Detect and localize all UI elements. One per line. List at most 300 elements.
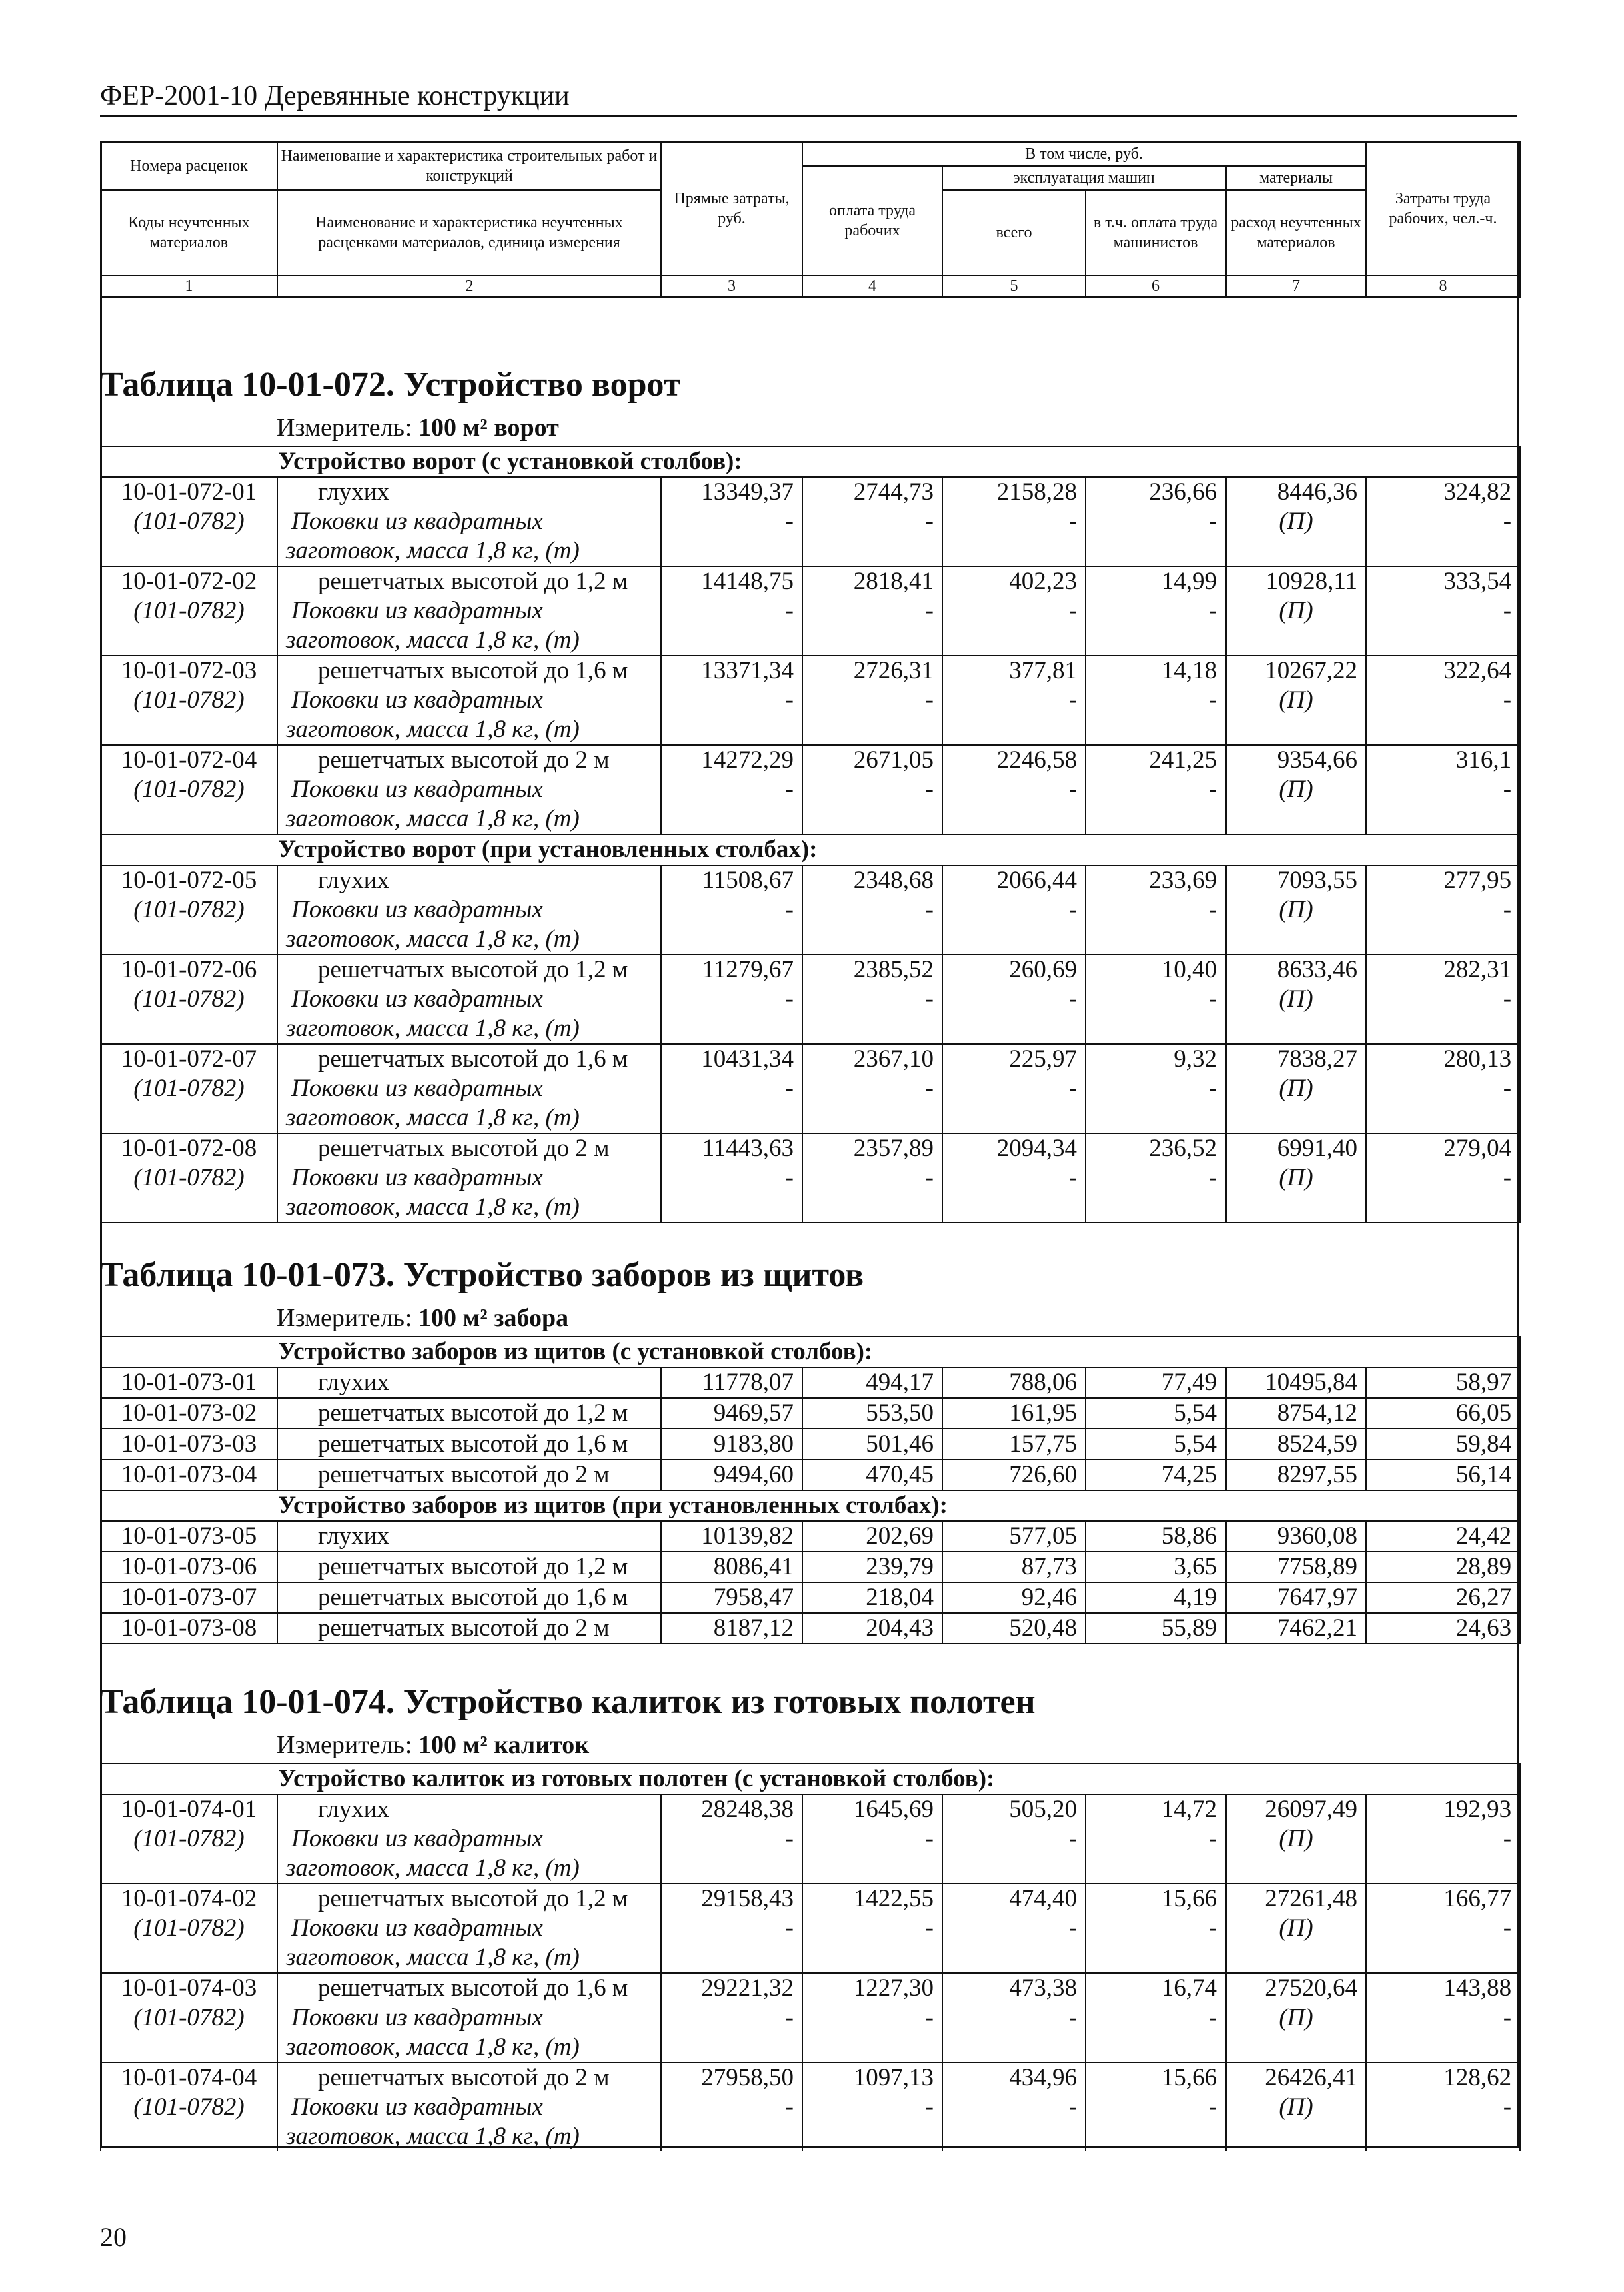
empty-cell (802, 2033, 942, 2063)
empty-cell (942, 1943, 1086, 1973)
value-cell: 8297,55 (1226, 1460, 1366, 1490)
work-name: решетчатых высотой до 1,6 м (277, 1429, 661, 1460)
material-value-cell: - (661, 1824, 802, 1854)
material-value-cell: - (1086, 2003, 1226, 2033)
value-cell: 553,50 (802, 1398, 942, 1429)
empty-cell (1086, 715, 1226, 745)
material-code: (101-0782) (101, 985, 277, 1014)
empty-cell (1226, 1103, 1366, 1133)
material-name-continued: заготовок, масса 1,8 кг, (т) (277, 2122, 661, 2151)
page-number: 20 (100, 2222, 127, 2252)
subsection-title: Устройство заборов из щитов (с установкой столбов): (101, 1337, 1520, 1367)
col-4-header: оплата труда рабочих (802, 166, 942, 275)
value-cell: 202,69 (802, 1521, 942, 1552)
value-cell: 2357,89 (802, 1133, 942, 1163)
value-cell: 7462,21 (1226, 1613, 1366, 1644)
value-cell: 7838,27 (1226, 1044, 1366, 1074)
material-row (101, 2003, 1520, 2033)
value-cell: 473,38 (942, 1973, 1086, 2003)
material-value-cell: - (661, 895, 802, 925)
value-cell: 7958,47 (661, 1582, 802, 1613)
value-cell: 10267,22 (1226, 656, 1366, 686)
col-index-6: 6 (1086, 275, 1226, 297)
empty-cell (802, 715, 942, 745)
empty-cell (802, 626, 942, 656)
value-cell: 10495,84 (1226, 1367, 1366, 1398)
table-row (101, 566, 1520, 596)
empty-cell (942, 1854, 1086, 1884)
value-cell: 87,73 (942, 1552, 1086, 1582)
table-072 (100, 446, 1521, 1223)
value-cell: 474,40 (942, 1884, 1086, 1914)
empty-cell (1366, 1193, 1520, 1223)
col-index-5: 5 (942, 275, 1086, 297)
material-name-continued: заготовок, масса 1,8 кг, (т) (277, 1854, 661, 1884)
value-cell: 92,46 (942, 1582, 1086, 1613)
work-name: решетчатых высотой до 2 м (277, 1133, 661, 1163)
value-cell: 24,42 (1366, 1521, 1520, 1552)
material-value-cell: - (1086, 1914, 1226, 1943)
value-cell: 58,97 (1366, 1367, 1520, 1398)
value-cell: 59,84 (1366, 1429, 1520, 1460)
material-value-cell: - (661, 2003, 802, 2033)
material-value-cell: - (802, 507, 942, 536)
subsection-title: Устройство ворот (с установкой столбов): (101, 446, 1520, 477)
material-row-continued (101, 1943, 1520, 1973)
table-row (101, 1133, 1520, 1163)
value-cell: 494,17 (802, 1367, 942, 1398)
empty-cell (1086, 626, 1226, 656)
subsection-row (101, 1337, 1520, 1367)
value-cell: 166,77 (1366, 1884, 1520, 1914)
material-name-continued: заготовок, масса 1,8 кг, (т) (277, 626, 661, 656)
material-value-cell: - (942, 507, 1086, 536)
material-row-continued (101, 2122, 1520, 2151)
value-cell: 56,14 (1366, 1460, 1520, 1490)
value-cell: 74,25 (1086, 1460, 1226, 1490)
empty-cell (1226, 1854, 1366, 1884)
rate-code: 10-01-074-02 (101, 1884, 277, 1914)
material-value-cell: (П) (1226, 686, 1366, 715)
value-cell: 9469,57 (661, 1398, 802, 1429)
material-value-cell: - (942, 596, 1086, 626)
material-value-cell: - (1086, 596, 1226, 626)
material-value-cell: - (661, 2093, 802, 2122)
value-cell: 27261,48 (1226, 1884, 1366, 1914)
table-072-measure (277, 412, 559, 443)
material-row-continued (101, 1193, 1520, 1223)
work-name: решетчатых высотой до 1,6 м (277, 1582, 661, 1613)
value-cell: 2094,34 (942, 1133, 1086, 1163)
material-value-cell: - (661, 596, 802, 626)
empty-cell (1366, 536, 1520, 566)
value-cell: 577,05 (942, 1521, 1086, 1552)
value-cell: 5,54 (1086, 1429, 1226, 1460)
empty-cell (1086, 804, 1226, 834)
value-cell: 8446,36 (1226, 477, 1366, 507)
material-value-cell: - (942, 1914, 1086, 1943)
value-cell: 8524,59 (1226, 1429, 1366, 1460)
material-value-cell: - (661, 1074, 802, 1103)
material-value-cell: - (661, 686, 802, 715)
material-value-cell: - (942, 1824, 1086, 1854)
material-row (101, 2093, 1520, 2122)
empty-cell (661, 925, 802, 955)
material-name-continued: заготовок, масса 1,8 кг, (т) (277, 536, 661, 566)
empty-cell (1226, 715, 1366, 745)
empty-cell (101, 1014, 277, 1044)
material-code: (101-0782) (101, 895, 277, 925)
material-row (101, 1163, 1520, 1193)
material-value-cell: - (1366, 1824, 1520, 1854)
material-value-cell: - (1086, 775, 1226, 804)
material-code: (101-0782) (101, 2003, 277, 2033)
table-row (101, 1582, 1520, 1613)
value-cell: 29221,32 (661, 1973, 802, 2003)
material-name-continued: заготовок, масса 1,8 кг, (т) (277, 2033, 661, 2063)
material-code: (101-0782) (101, 775, 277, 804)
empty-cell (802, 1193, 942, 1223)
empty-cell (661, 626, 802, 656)
empty-cell (101, 715, 277, 745)
material-name: Поковки из квадратных (277, 596, 661, 626)
empty-cell (1226, 1193, 1366, 1223)
empty-cell (1226, 2033, 1366, 2063)
value-cell: 788,06 (942, 1367, 1086, 1398)
table-073-measure (277, 1303, 568, 1333)
material-value-cell: - (1086, 2093, 1226, 2122)
rate-code: 10-01-073-05 (101, 1521, 277, 1552)
empty-cell (942, 925, 1086, 955)
value-cell: 14148,75 (661, 566, 802, 596)
empty-cell (802, 1014, 942, 1044)
material-value-cell: - (661, 1914, 802, 1943)
material-value-cell: - (1086, 985, 1226, 1014)
empty-cell (942, 1193, 1086, 1223)
value-cell: 2246,58 (942, 745, 1086, 775)
table-row (101, 1398, 1520, 1429)
material-value-cell: - (1366, 895, 1520, 925)
material-row (101, 507, 1520, 536)
value-cell: 14272,29 (661, 745, 802, 775)
material-value-cell: (П) (1226, 895, 1366, 925)
value-cell: 28248,38 (661, 1794, 802, 1824)
table-row (101, 1794, 1520, 1824)
table-row (101, 1460, 1520, 1490)
work-name: решетчатых высотой до 1,2 м (277, 1398, 661, 1429)
value-cell: 77,49 (1086, 1367, 1226, 1398)
work-name: решетчатых высотой до 1,6 м (277, 656, 661, 686)
subsection-title: Устройство ворот (при установленных столбах): (101, 834, 1520, 865)
table-073 (100, 1336, 1521, 1644)
empty-cell (942, 1103, 1086, 1133)
table-row (101, 1552, 1520, 1582)
value-cell: 10431,34 (661, 1044, 802, 1074)
material-name-continued: заготовок, масса 1,8 кг, (т) (277, 1193, 661, 1223)
rate-code: 10-01-072-06 (101, 955, 277, 985)
empty-cell (101, 1103, 277, 1133)
work-name: решетчатых высотой до 1,6 м (277, 1044, 661, 1074)
material-row-continued (101, 804, 1520, 834)
col-5-header: всего (942, 190, 1086, 275)
empty-cell (1086, 1854, 1226, 1884)
material-value-cell: (П) (1226, 507, 1366, 536)
rate-code: 10-01-072-08 (101, 1133, 277, 1163)
value-cell: 204,43 (802, 1613, 942, 1644)
empty-cell (1366, 925, 1520, 955)
material-value-cell: - (802, 985, 942, 1014)
subsection-row (101, 834, 1520, 865)
value-cell: 1097,13 (802, 2063, 942, 2093)
rate-code: 10-01-072-02 (101, 566, 277, 596)
empty-cell (802, 804, 942, 834)
value-cell: 505,20 (942, 1794, 1086, 1824)
material-value-cell: - (942, 686, 1086, 715)
empty-cell (101, 2033, 277, 2063)
material-value-cell: - (802, 1914, 942, 1943)
empty-cell (101, 626, 277, 656)
material-value-cell: - (1086, 1824, 1226, 1854)
col-index-1: 1 (101, 275, 277, 297)
material-name: Поковки из квадратных (277, 686, 661, 715)
material-row (101, 1074, 1520, 1103)
material-row-continued (101, 2033, 1520, 2063)
value-cell: 282,31 (1366, 955, 1520, 985)
material-name: Поковки из квадратных (277, 2003, 661, 2033)
col-index-8: 8 (1366, 275, 1520, 297)
value-cell: 27958,50 (661, 2063, 802, 2093)
table-row (101, 1044, 1520, 1074)
material-row-continued (101, 715, 1520, 745)
work-name: глухих (277, 1794, 661, 1824)
material-value-cell: - (1366, 985, 1520, 1014)
empty-cell (802, 536, 942, 566)
work-name: решетчатых высотой до 2 м (277, 2063, 661, 2093)
material-value-cell: - (1366, 507, 1520, 536)
work-name: решетчатых высотой до 2 м (277, 1613, 661, 1644)
material-code: (101-0782) (101, 507, 277, 536)
empty-cell (661, 1193, 802, 1223)
value-cell: 402,23 (942, 566, 1086, 596)
value-cell: 29158,43 (661, 1884, 802, 1914)
value-cell: 58,86 (1086, 1521, 1226, 1552)
material-name: Поковки из квадратных (277, 507, 661, 536)
material-value-cell: - (942, 1163, 1086, 1193)
rate-code: 10-01-073-08 (101, 1613, 277, 1644)
material-name: Поковки из квадратных (277, 2093, 661, 2122)
material-value-cell: - (1366, 1074, 1520, 1103)
material-value-cell: - (661, 775, 802, 804)
material-value-cell: - (942, 985, 1086, 1014)
empty-cell (942, 715, 1086, 745)
measure-label: Измеритель: (277, 1304, 418, 1332)
material-name-continued: заготовок, масса 1,8 кг, (т) (277, 715, 661, 745)
value-cell: 9494,60 (661, 1460, 802, 1490)
value-cell: 9183,80 (661, 1429, 802, 1460)
table-074 (100, 1763, 1521, 2151)
value-cell: 15,66 (1086, 2063, 1226, 2093)
empty-cell (1366, 1943, 1520, 1973)
value-cell: 239,79 (802, 1552, 942, 1582)
subsection-row (101, 446, 1520, 477)
value-cell: 2367,10 (802, 1044, 942, 1074)
work-name: глухих (277, 477, 661, 507)
empty-cell (1086, 1103, 1226, 1133)
value-cell: 2158,28 (942, 477, 1086, 507)
empty-cell (661, 536, 802, 566)
value-cell: 225,97 (942, 1044, 1086, 1074)
rate-code: 10-01-073-07 (101, 1582, 277, 1613)
table-row (101, 1429, 1520, 1460)
material-value-cell: (П) (1226, 1824, 1366, 1854)
value-cell: 15,66 (1086, 1884, 1226, 1914)
material-value-cell: - (802, 775, 942, 804)
value-cell: 2348,68 (802, 865, 942, 895)
value-cell: 143,88 (1366, 1973, 1520, 2003)
material-row-continued (101, 1103, 1520, 1133)
rate-code: 10-01-073-04 (101, 1460, 277, 1490)
material-row (101, 596, 1520, 626)
col-6-header: в т.ч. оплата труда машинистов (1086, 190, 1226, 275)
empty-cell (1366, 626, 1520, 656)
empty-cell (661, 1103, 802, 1133)
rate-code: 10-01-073-06 (101, 1552, 277, 1582)
value-cell: 9354,66 (1226, 745, 1366, 775)
empty-cell (942, 2033, 1086, 2063)
material-value-cell: - (942, 895, 1086, 925)
empty-cell (1086, 2122, 1226, 2151)
material-value-cell: - (1366, 2003, 1520, 2033)
rate-code: 10-01-074-04 (101, 2063, 277, 2093)
empty-cell (802, 925, 942, 955)
table-row (101, 1521, 1520, 1552)
material-row (101, 686, 1520, 715)
material-code: (101-0782) (101, 1914, 277, 1943)
table-row (101, 1367, 1520, 1398)
value-cell: 236,52 (1086, 1133, 1226, 1163)
table-row (101, 656, 1520, 686)
empty-cell (942, 536, 1086, 566)
material-code: (101-0782) (101, 2093, 277, 2122)
empty-cell (1226, 536, 1366, 566)
value-cell: 66,05 (1366, 1398, 1520, 1429)
material-value-cell: - (802, 1824, 942, 1854)
material-value-cell: - (942, 1074, 1086, 1103)
value-cell: 2744,73 (802, 477, 942, 507)
value-cell: 10139,82 (661, 1521, 802, 1552)
material-code: (101-0782) (101, 1824, 277, 1854)
rate-code: 10-01-072-03 (101, 656, 277, 686)
col-1-bottom-header: Коды неучтенных материалов (101, 190, 277, 275)
table-row (101, 1613, 1520, 1644)
rate-code: 10-01-073-03 (101, 1429, 277, 1460)
value-cell: 726,60 (942, 1460, 1086, 1490)
material-name-continued: заготовок, масса 1,8 кг, (т) (277, 1943, 661, 1973)
work-name: решетчатых высотой до 1,6 м (277, 1973, 661, 2003)
material-value-cell: (П) (1226, 985, 1366, 1014)
material-row-continued (101, 626, 1520, 656)
empty-cell (942, 804, 1086, 834)
material-value-cell: - (802, 2003, 942, 2033)
value-cell: 10,40 (1086, 955, 1226, 985)
value-cell: 3,65 (1086, 1552, 1226, 1582)
material-value-cell: - (1086, 507, 1226, 536)
empty-cell (101, 1854, 277, 1884)
value-cell: 26097,49 (1226, 1794, 1366, 1824)
value-cell: 10928,11 (1226, 566, 1366, 596)
value-cell: 316,1 (1366, 745, 1520, 775)
value-cell: 11778,07 (661, 1367, 802, 1398)
rate-code: 10-01-073-01 (101, 1367, 277, 1398)
material-value-cell: (П) (1226, 596, 1366, 626)
value-cell: 279,04 (1366, 1133, 1520, 1163)
empty-cell (661, 1014, 802, 1044)
empty-cell (1366, 1103, 1520, 1133)
table-row (101, 865, 1520, 895)
empty-cell (1226, 626, 1366, 656)
value-cell: 277,95 (1366, 865, 1520, 895)
work-name: решетчатых высотой до 1,2 м (277, 1552, 661, 1582)
material-row (101, 1824, 1520, 1854)
material-value-cell: - (1366, 1163, 1520, 1193)
subsection-row (101, 1490, 1520, 1521)
measure-value: 100 м² ворот (418, 414, 559, 442)
value-cell: 14,99 (1086, 566, 1226, 596)
empty-cell (101, 536, 277, 566)
machines-header: эксплуатация машин (942, 166, 1226, 190)
empty-cell (1086, 925, 1226, 955)
rate-code: 10-01-073-02 (101, 1398, 277, 1429)
table-072-title: Таблица 10-01-072. Устройство ворот (100, 366, 681, 404)
value-cell: 7758,89 (1226, 1552, 1366, 1582)
empty-cell (1086, 1193, 1226, 1223)
col-2-top-header: Наименование и характеристика строительных работ и конструкций (277, 142, 661, 190)
material-value-cell: - (1366, 596, 1520, 626)
value-cell: 8187,12 (661, 1613, 802, 1644)
col-index-4: 4 (802, 275, 942, 297)
material-name-continued: заготовок, масса 1,8 кг, (т) (277, 1014, 661, 1044)
value-cell: 8754,12 (1226, 1398, 1366, 1429)
work-name: решетчатых высотой до 2 м (277, 745, 661, 775)
empty-cell (802, 1103, 942, 1133)
rate-code: 10-01-074-03 (101, 1973, 277, 2003)
value-cell: 280,13 (1366, 1044, 1520, 1074)
measure-value: 100 м² калиток (418, 1731, 590, 1759)
empty-cell (1086, 1014, 1226, 1044)
material-value-cell: (П) (1226, 2093, 1366, 2122)
material-value-cell: - (802, 895, 942, 925)
material-row (101, 985, 1520, 1014)
measure-value: 100 м² забора (418, 1304, 569, 1332)
empty-cell (1226, 2122, 1366, 2151)
value-cell: 8086,41 (661, 1552, 802, 1582)
empty-cell (1366, 1854, 1520, 1884)
material-value-cell: - (942, 775, 1086, 804)
value-cell: 241,25 (1086, 745, 1226, 775)
work-name: решетчатых высотой до 2 м (277, 1460, 661, 1490)
empty-cell (1086, 2033, 1226, 2063)
value-cell: 9,32 (1086, 1044, 1226, 1074)
empty-cell (942, 1014, 1086, 1044)
rate-code: 10-01-072-07 (101, 1044, 277, 1074)
subsection-row (101, 1764, 1520, 1794)
col-7-header: расход неучтенных материалов (1226, 190, 1366, 275)
empty-cell (661, 1943, 802, 1973)
value-cell: 520,48 (942, 1613, 1086, 1644)
value-cell: 324,82 (1366, 477, 1520, 507)
empty-cell (661, 1854, 802, 1884)
material-value-cell: - (802, 1163, 942, 1193)
